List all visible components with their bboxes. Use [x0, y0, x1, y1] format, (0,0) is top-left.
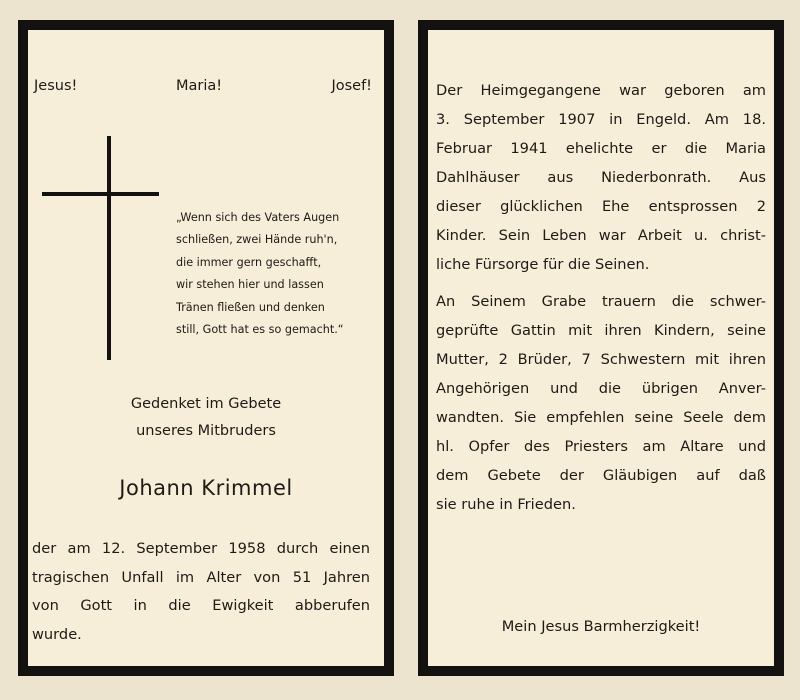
death-notice-line: wurde.: [32, 625, 82, 643]
biography-line: dieser glücklichen Ehe entsprossen 2: [436, 198, 766, 215]
invocation-josef: Josef!: [331, 78, 372, 94]
mourners-line: dem Gebete der Gläubigen auf daß: [436, 467, 766, 484]
mourners-line: sie ruhe in Frieden.: [436, 496, 576, 513]
deceased-name: Johann Krimmel: [119, 476, 293, 500]
memorial-card-front: [18, 20, 394, 676]
mourners-line: An Seinem Grabe trauern die schwer-: [436, 293, 766, 310]
biography-line: Der Heimgegangene war geboren am: [436, 82, 766, 99]
biography-line: Kinder. Sein Leben war Arbeit u. christ-: [436, 227, 766, 244]
mourners-line: Angehörigen und die übrigen Anver-: [436, 380, 766, 397]
invocation-row: [32, 78, 372, 102]
death-notice-line: von Gott in die Ewigkeit abberufen: [32, 597, 370, 615]
biography-line: Dahlhäuser aus Niederbonrath. Aus: [436, 169, 766, 186]
poem-line: Tränen fließen und denken: [176, 300, 325, 314]
mourners-line: Mutter, 2 Brüder, 7 Schwestern mit ihren: [436, 351, 766, 368]
poem-line: schließen, zwei Hände ruh'n,: [176, 233, 338, 247]
biography-line: liche Fürsorge für die Seinen.: [436, 256, 650, 273]
commemoration-line: Gedenket im Gebete: [130, 396, 282, 412]
closing-prayer: Mein Jesus Barmherzigkeit!: [501, 618, 701, 635]
poem-line: wir stehen hier und lassen: [176, 278, 324, 292]
biography-line: Februar 1941 ehelichte er die Maria: [436, 140, 766, 157]
cross-horizontal-beam: [42, 192, 159, 196]
memorial-card-back: [418, 20, 784, 676]
biography-text: [436, 76, 766, 519]
memorial-poem: [176, 207, 382, 341]
death-notice: [32, 535, 370, 649]
mourners-line: hl. Opfer des Priesters am Altare und: [436, 438, 766, 455]
poem-line: still, Gott hat es so gemacht.“: [176, 323, 344, 337]
mourners-line: wandten. Sie empfehlen seine Seele dem: [436, 409, 766, 426]
commemoration-line: unseres Mitbruders: [136, 423, 276, 439]
poem-line: „Wenn sich des Vaters Augen: [176, 211, 340, 224]
biography-line: 3. September 1907 in Engeld. Am 18.: [436, 111, 766, 128]
invocation-jesus: Jesus!: [34, 78, 78, 94]
invocation-maria: Maria!: [176, 78, 223, 94]
mourners-line: geprüfte Gattin mit ihren Kindern, seine: [436, 322, 766, 339]
death-notice-line: der am 12. September 1958 durch einen: [32, 540, 370, 557]
death-notice-line: tragischen Unfall im Alter von 51 Jahren: [32, 568, 370, 586]
poem-line: die immer gern geschafft,: [176, 255, 322, 269]
cross-vertical-beam: [107, 136, 111, 360]
